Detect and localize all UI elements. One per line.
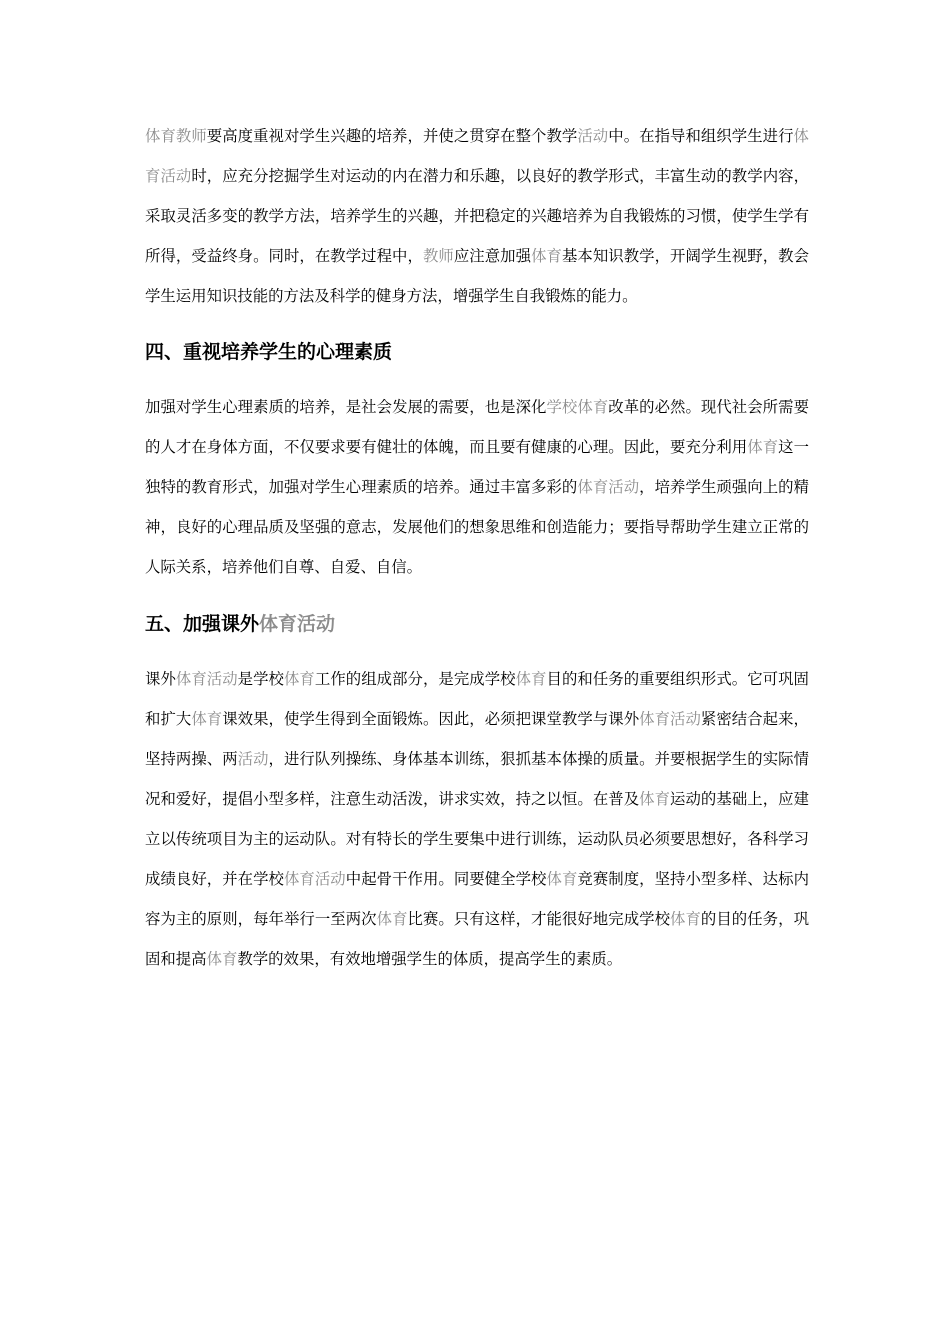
text-run: 中。在指导和组织学生进行	[608, 127, 794, 145]
text-run: ，进行队列操练、身体基本训练，狠抓基本体操的质量。并要根据学生的实际情况和爱好，提倡小型多样，注意生动活泼，讲求实效，持之以恒。在普及	[145, 750, 809, 808]
text-run: 四、重视培养学生的心理素质	[145, 341, 393, 363]
keyword-link[interactable]: 体育	[376, 910, 408, 928]
text-run: 目的和任务的重要组织形式。它可巩固和扩大	[145, 670, 809, 728]
text-run: 要高度重视对学生兴趣的培养，并使之贯穿在整个教学	[206, 127, 578, 145]
keyword-link[interactable]: 体育活动	[259, 613, 336, 635]
keyword-link[interactable]: 体育教师	[145, 127, 207, 145]
text-run: 比赛。只有这样，才能很好地完成学校	[407, 910, 671, 928]
text-run: 加强对学生心理素质的培养，是社会发展的需要，也是深化	[145, 398, 547, 416]
text-run: 紧密结合起来，坚持两操、两	[145, 710, 809, 768]
text-run: 这一独特的教育形式，加强对学生心理素质的培养。通过丰富多彩的	[145, 438, 809, 496]
text-run: 课效果，使学生得到全面锻炼。因此，必须把课堂教学与课外	[222, 710, 640, 728]
text-run: 中起骨干作用。同要健全学校	[345, 870, 547, 888]
paragraph-interest-training	[145, 116, 809, 316]
keyword-link[interactable]: 体育	[639, 790, 671, 808]
keyword-link[interactable]: 体育活动	[145, 127, 809, 185]
keyword-link[interactable]: 体育活动	[577, 478, 640, 496]
keyword-link[interactable]: 活动	[237, 750, 269, 768]
keyword-link[interactable]: 教师	[422, 247, 454, 265]
keyword-link[interactable]: 体育活动	[283, 870, 346, 888]
section-heading-4	[145, 338, 809, 366]
text-run: 教学的效果，有效地增强学生的体质，提高学生的素质。	[237, 950, 623, 968]
paragraph-psychological-quality	[145, 387, 809, 587]
document-page	[145, 116, 809, 979]
text-run: 应注意加强	[453, 247, 532, 265]
keyword-link[interactable]: 体育活动	[639, 710, 701, 728]
text-run: 改革的必然。现代社会所需要的人才在身体方面，不仅要求要有健壮的体魄，而且要有健康的心理。因此，要充分利用	[145, 398, 809, 456]
text-run: 五、加强课外	[145, 613, 260, 635]
section-heading-5	[145, 610, 809, 638]
keyword-link[interactable]: 体育	[670, 910, 701, 928]
keyword-link[interactable]: 活动	[577, 127, 609, 145]
paragraph-extracurricular-activities	[145, 659, 809, 979]
keyword-link[interactable]: 体育	[206, 950, 238, 968]
text-run: 课外	[145, 670, 176, 688]
keyword-link[interactable]: 体育	[283, 670, 315, 688]
text-run: 基本知识教学，开阔学生视野，教会学生运用知识技能的方法及科学的健身方法，增强学生自我锻炼的能力。	[145, 247, 809, 305]
keyword-link[interactable]: 体育	[515, 670, 547, 688]
keyword-link[interactable]: 学校	[546, 398, 578, 416]
keyword-link[interactable]: 体育	[191, 710, 223, 728]
text-run: ，培养学生顽强向上的精神，良好的心理品质及坚强的意志，发展他们的想象思维和创造能力；要指导帮助学生建立正常的人际关系，培养他们自尊、自爱、自信。	[145, 478, 809, 576]
text-run: 是学校	[237, 670, 284, 688]
text-run: 竞赛制度，坚持小型多样、达标内容为主的原则，每年举行一至两次	[145, 870, 809, 928]
text-run: 工作的组成部分，是完成学校	[314, 670, 516, 688]
keyword-link[interactable]: 体育活动	[175, 670, 238, 688]
keyword-link[interactable]: 体育	[531, 247, 562, 265]
keyword-link[interactable]: 体育	[747, 438, 779, 456]
text-run: 的目的任务，巩固和提高	[145, 910, 809, 968]
keyword-link[interactable]: 体育	[546, 870, 578, 888]
text-run: 时，应充分挖掘学生对运动的内在潜力和乐趣，以良好的教学形式，丰富生动的教学内容，采取灵活多变的教学方法，培养学生的兴趣，并把稳定的兴趣培养为自我锻炼的习惯，使学生学有所得，受益终身。同时，在教学过程中，	[145, 167, 809, 265]
keyword-link[interactable]: 体育	[577, 398, 609, 416]
text-run: 运动的基础上，应建立以传统项目为主的运动队。对有特长的学生要集中进行训练，运动队员必须要思想好，各科学习成绩良好，并在学校	[145, 790, 809, 888]
